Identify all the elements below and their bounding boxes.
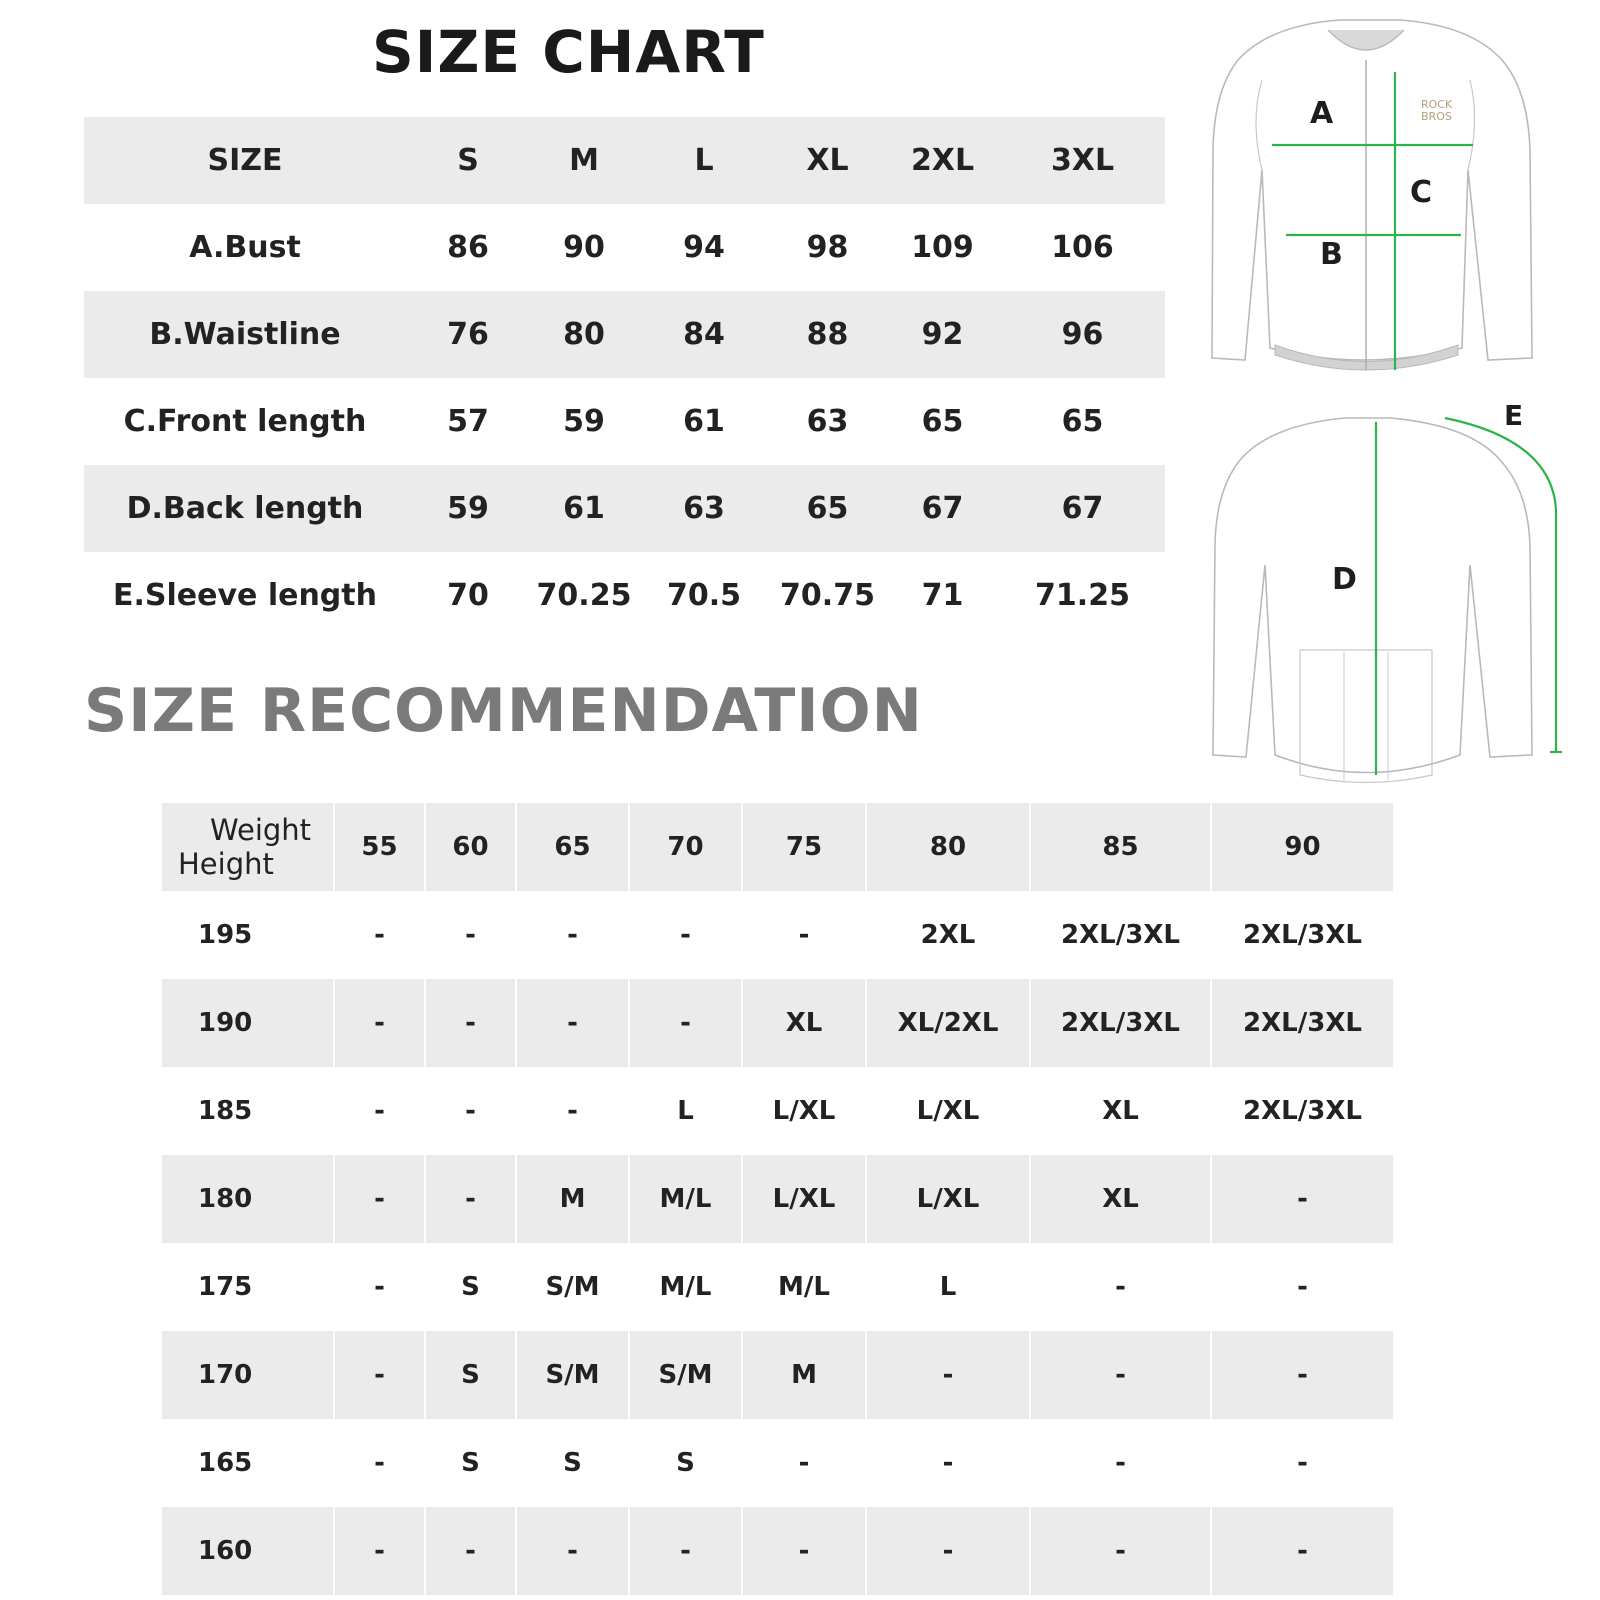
size-chart-row-bust (84, 204, 1165, 291)
recommended-size: - (425, 979, 516, 1067)
recommended-size: - (742, 891, 866, 979)
weight-header: 55 (334, 803, 425, 891)
size-chart-title: SIZE CHART (372, 18, 765, 86)
recommended-size: - (629, 979, 742, 1067)
size-chart-row-waistline (84, 291, 1165, 378)
height-value: 190 (162, 979, 334, 1067)
measurement-value: 61 (530, 465, 638, 552)
recommended-size: - (1211, 1419, 1393, 1507)
recommended-size: - (334, 979, 425, 1067)
measurement-value: 67 (1000, 465, 1165, 552)
size-chart-row-back-length (84, 465, 1165, 552)
recommended-size: M/L (629, 1155, 742, 1243)
measurement-value: 106 (1051, 230, 1114, 265)
measurement-value: 70.25 (536, 578, 632, 613)
svg-text:BROS: BROS (1421, 110, 1452, 123)
recommended-size: M (742, 1331, 866, 1419)
measurement-value: 59 (406, 465, 530, 552)
recommended-size: - (1211, 1155, 1393, 1243)
weight-header: 85 (1030, 803, 1211, 891)
recommendation-row (162, 1067, 1393, 1155)
recommended-size: - (1211, 1331, 1393, 1419)
weight-height-corner (162, 803, 334, 891)
recommended-size: L/XL (866, 1067, 1030, 1155)
recommended-size: S/M (629, 1331, 742, 1419)
label-b: B (1320, 237, 1343, 272)
measurement-value: 59 (563, 404, 605, 439)
recommended-size: - (1211, 1507, 1393, 1595)
recommended-size: - (516, 979, 629, 1067)
measurement-value: 65 (921, 404, 964, 439)
measurement-value: 67 (885, 465, 1000, 552)
weight-header: 80 (866, 803, 1030, 891)
measurement-value: 86 (447, 230, 489, 265)
recommended-size: L/XL (742, 1067, 866, 1155)
recommended-size: - (334, 1419, 425, 1507)
recommended-size: S (629, 1419, 742, 1507)
recommended-size: - (334, 1067, 425, 1155)
measurement-label: D.Back length (84, 465, 406, 552)
recommended-size: - (334, 1507, 425, 1595)
height-value: 165 (198, 1448, 253, 1478)
height-value: 185 (198, 1096, 253, 1126)
recommended-size: S (425, 1243, 516, 1331)
recommended-size: - (425, 891, 516, 979)
measurement-value: 84 (638, 291, 770, 378)
size-header-label: SIZE (84, 117, 406, 204)
recommended-size: - (516, 1507, 629, 1595)
recommended-size: - (1030, 1419, 1211, 1507)
size-header: M (530, 117, 638, 204)
recommended-size: M/L (742, 1243, 866, 1331)
recommended-size: S (516, 1419, 629, 1507)
size-chart-row-front-length (84, 378, 1165, 465)
measurement-value: 80 (530, 291, 638, 378)
label-e: E (1504, 399, 1524, 432)
weight-header: 70 (629, 803, 742, 891)
recommended-size: L/XL (866, 1155, 1030, 1243)
recommended-size: - (334, 891, 425, 979)
measurement-label: C.Front length (123, 404, 367, 439)
size-chart-header-row (84, 117, 1165, 204)
recommendation-row (162, 1243, 1393, 1331)
measurement-value: 109 (911, 230, 974, 265)
svg-text:ROCK: ROCK (1421, 98, 1453, 111)
measurement-value: 63 (806, 404, 849, 439)
measurement-label: E.Sleeve length (113, 578, 377, 613)
measurement-value: 63 (638, 465, 770, 552)
size-header: L (638, 117, 770, 204)
recommended-size: - (516, 891, 629, 979)
jersey-back-illustration (1213, 418, 1532, 783)
recommended-size: - (425, 1155, 516, 1243)
jersey-front-illustration (1212, 20, 1532, 370)
height-value: 175 (198, 1272, 253, 1302)
recommended-size: - (1030, 1243, 1211, 1331)
measurement-value: 65 (1061, 404, 1104, 439)
label-c: C (1410, 175, 1433, 210)
recommended-size: XL/2XL (866, 979, 1030, 1067)
recommended-size: L (629, 1067, 742, 1155)
recommended-size: - (629, 891, 742, 979)
size-header: S (406, 117, 530, 204)
recommendation-row (162, 1419, 1393, 1507)
size-header: XL (770, 117, 885, 204)
measurement-value: 65 (770, 465, 885, 552)
recommended-size: L (866, 1243, 1030, 1331)
weight-header: 65 (516, 803, 629, 891)
recommended-size: 2XL/3XL (1211, 891, 1393, 979)
measurement-label: B.Waistline (84, 291, 406, 378)
size-recommendation-title: SIZE RECOMMENDATION (84, 676, 923, 746)
recommended-size: L/XL (742, 1155, 866, 1243)
height-value: 180 (162, 1155, 334, 1243)
recommended-size: S/M (516, 1331, 629, 1419)
recommended-size: M/L (629, 1243, 742, 1331)
recommended-size: S (425, 1331, 516, 1419)
measurement-value: 96 (1000, 291, 1165, 378)
measurement-value: 90 (563, 230, 605, 265)
recommendation-row (162, 891, 1393, 979)
label-d: D (1332, 562, 1357, 597)
measurement-value: 88 (770, 291, 885, 378)
size-chart-table (84, 117, 1165, 639)
measurement-value: 94 (683, 230, 725, 265)
recommended-size: M (516, 1155, 629, 1243)
measurement-value: 92 (885, 291, 1000, 378)
recommended-size: - (742, 1507, 866, 1595)
measurement-label: A.Bust (189, 230, 301, 265)
measurement-value: 98 (806, 230, 849, 265)
measurement-value: 76 (406, 291, 530, 378)
recommended-size: XL (742, 979, 866, 1067)
recommendation-row (162, 1155, 1393, 1243)
size-recommendation-table (162, 803, 1393, 1595)
weight-header: 75 (742, 803, 866, 891)
height-label: Height (178, 847, 274, 881)
recommended-size: - (334, 1243, 425, 1331)
recommended-size: - (1030, 1331, 1211, 1419)
recommended-size: XL (1030, 1067, 1211, 1155)
size-header: 2XL (885, 117, 1000, 204)
recommended-size: - (742, 1419, 866, 1507)
measurement-value: 70 (447, 578, 489, 613)
recommendation-header-row (162, 803, 1393, 891)
measurement-value: 57 (447, 404, 489, 439)
recommended-size: 2XL/3XL (1211, 979, 1393, 1067)
recommendation-row (162, 979, 1393, 1067)
height-value: 160 (162, 1507, 334, 1595)
recommended-size: S (425, 1419, 516, 1507)
recommended-size: 2XL/3XL (1211, 1067, 1393, 1155)
weight-label: Weight (210, 813, 312, 847)
measurement-value: 61 (683, 404, 725, 439)
size-header: 3XL (1000, 117, 1165, 204)
recommended-size: - (866, 1507, 1030, 1595)
measurement-value: 71.25 (1035, 578, 1130, 613)
recommended-size: 2XL/3XL (1030, 979, 1211, 1067)
recommended-size: - (1211, 1243, 1393, 1331)
recommended-size: - (866, 1419, 1030, 1507)
weight-header: 60 (425, 803, 516, 891)
recommended-size: - (516, 1067, 629, 1155)
jersey-measurement-diagram (1200, 10, 1580, 790)
recommended-size: - (1030, 1507, 1211, 1595)
recommended-size: - (629, 1507, 742, 1595)
recommended-size: - (425, 1067, 516, 1155)
recommended-size: - (866, 1331, 1030, 1419)
recommended-size: 2XL/3XL (1030, 891, 1211, 979)
recommended-size: S/M (516, 1243, 629, 1331)
recommended-size: 2XL (866, 891, 1030, 979)
recommended-size: XL (1030, 1155, 1211, 1243)
weight-header: 90 (1211, 803, 1393, 891)
size-chart-row-sleeve-length (84, 552, 1165, 639)
label-a: A (1310, 96, 1334, 131)
measurement-value: 70.5 (666, 578, 742, 613)
brand-logo (1421, 98, 1453, 123)
height-value: 170 (162, 1331, 334, 1419)
height-value: 195 (198, 920, 253, 950)
recommended-size: - (334, 1331, 425, 1419)
recommended-size: - (334, 1155, 425, 1243)
recommendation-row (162, 1331, 1393, 1419)
measurement-value: 71 (921, 578, 964, 613)
recommended-size: - (425, 1507, 516, 1595)
recommendation-row (162, 1507, 1393, 1595)
measurement-value: 70.75 (780, 578, 875, 613)
